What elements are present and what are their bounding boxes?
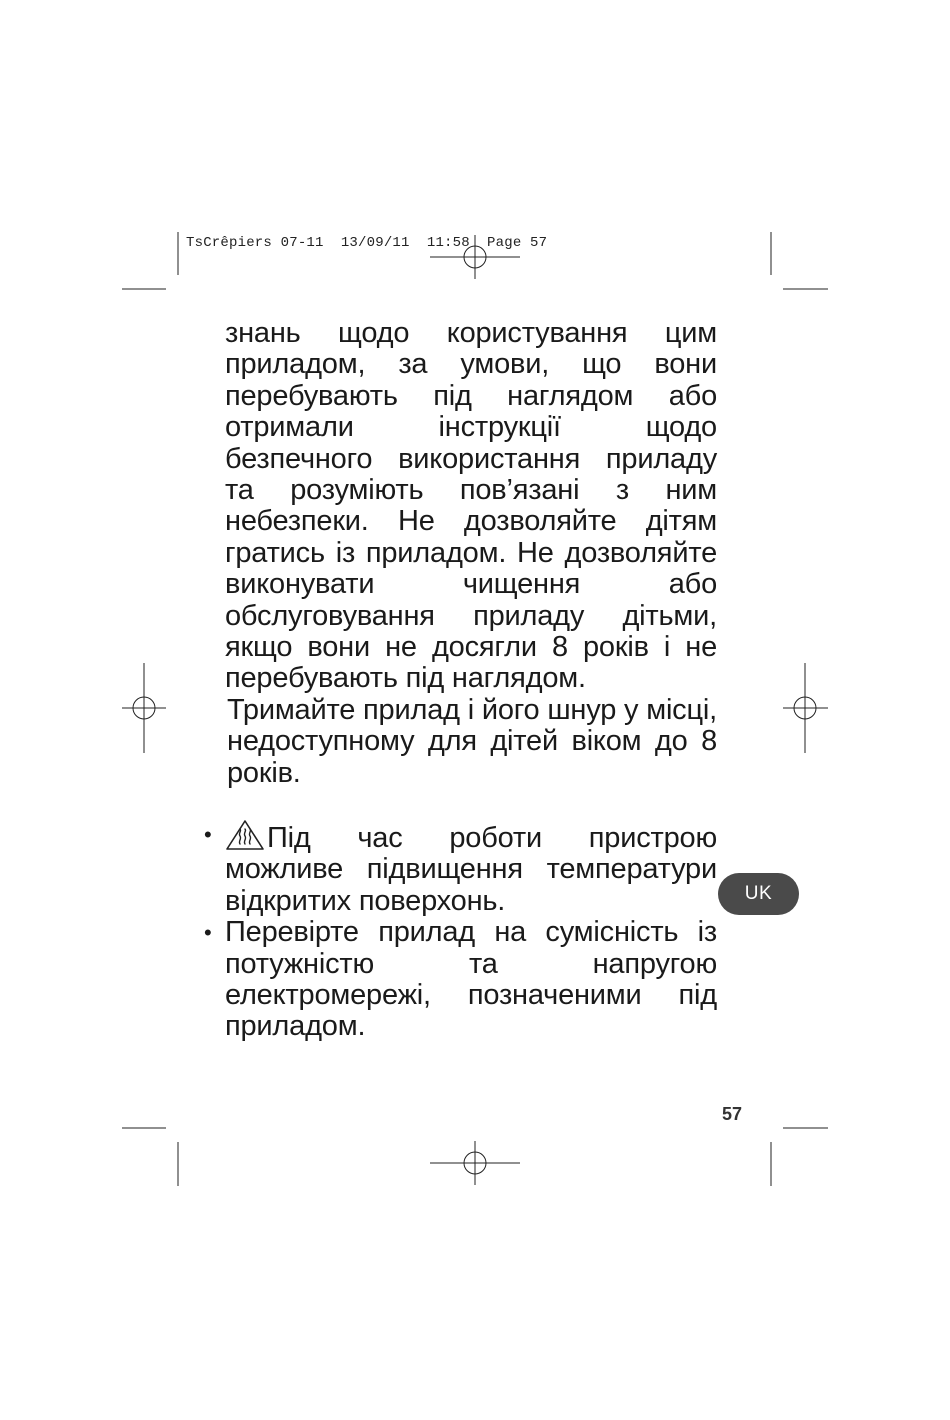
paragraph-1: знань щодо користування цим приладом, за умови, що вони перебувають під наглядом або отримали інструкції щодо безпечного використання приладу та розуміють пов’язані з ним небезпеки. Не дозволяйте дітям гратись із приладом. Не дозволяйте виконувати чищення або обслуговування приладу дітьми, якщо вони не досягли 8 років і не перебувають під наглядом.: [225, 317, 717, 695]
paragraph-2: Тримайте прилад і його шнур у місці, недоступному для дітей віком до 8 років.: [227, 693, 717, 789]
body-text: [225, 318, 717, 789]
bullet-marker: •: [204, 920, 212, 946]
language-badge: UK: [718, 873, 799, 915]
print-slug: TsCrêpiers 07-11 13/09/11 11:58 Page 57: [186, 235, 548, 251]
bullet-list: [200, 819, 717, 1043]
list-item: [200, 819, 717, 917]
bullet-marker: •: [204, 822, 212, 847]
bullet-text: Під час роботи пристрою можливе підвищення температури відкритих поверхонь.: [225, 822, 717, 917]
registration-mark-bottom: [430, 1141, 520, 1185]
page-number: 57: [722, 1104, 743, 1124]
list-item: [200, 917, 717, 1043]
hot-surface-icon: [225, 819, 265, 851]
registration-mark-right: [783, 663, 828, 753]
registration-mark-left: [122, 663, 166, 753]
bullet-text: Перевірте прилад на сумісність із потужністю та напругою електромережі, позначеними під приладом.: [225, 916, 717, 1043]
